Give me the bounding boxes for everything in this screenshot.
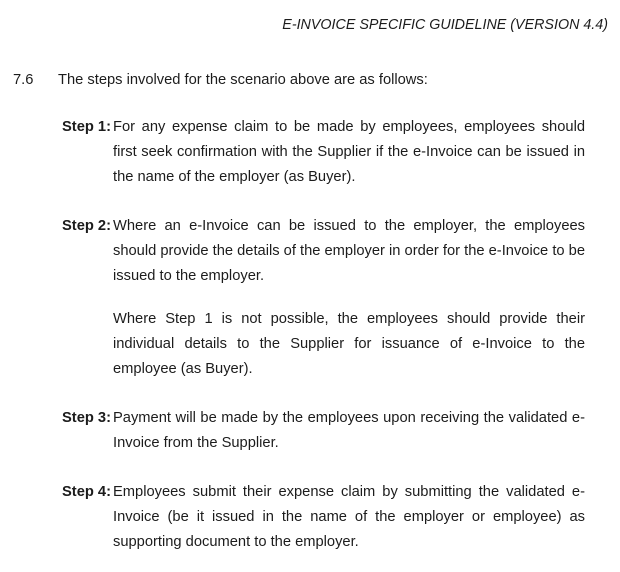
step-2-body (113, 214, 585, 382)
step-3-label: Step 3: (62, 410, 111, 426)
step-4-body (113, 480, 585, 555)
steps-list (62, 115, 585, 555)
step-3-paragraph: Payment will be made by the employees upon receiving the validated e-Invoice from the Supplier. (113, 410, 585, 451)
page-header (13, 16, 608, 34)
section-intro-text: The steps involved for the scenario above are as follows: (58, 72, 428, 88)
page-header-title: E-INVOICE SPECIFIC GUIDELINE (VERSION 4.4) (282, 17, 608, 33)
step-2-paragraph: Where an e-Invoice can be issued to the employer, the employees should provide the details of the employer in order for the e-Invoice to be issued to the employer. (113, 218, 585, 284)
step-1-body (113, 115, 585, 190)
step-2-label: Step 2: (62, 218, 111, 234)
section-7-6 (13, 68, 608, 93)
section-number: 7.6 (13, 72, 34, 88)
step-1 (62, 115, 585, 190)
step-2-paragraph-continued: Where Step 1 is not possible, the employees should provide their individual details to the Supplier for issuance of e-Invoice to the employee (as Buyer). (113, 311, 585, 377)
step-2 (62, 214, 585, 382)
step-1-paragraph: For any expense claim to be made by employees, employees should first seek confirmation with the Supplier if the e-Invoice can be issued in the name of the employer (as Buyer). (113, 119, 585, 185)
step-1-label: Step 1: (62, 119, 111, 135)
step-4-paragraph: Employees submit their expense claim by submitting the validated e-Invoice (be it issued in the name of the employer or employee) as supporting document to the employer. (113, 484, 585, 550)
step-3 (62, 406, 585, 456)
step-3-body (113, 406, 585, 456)
step-4-label: Step 4: (62, 484, 111, 500)
step-4 (62, 480, 585, 555)
